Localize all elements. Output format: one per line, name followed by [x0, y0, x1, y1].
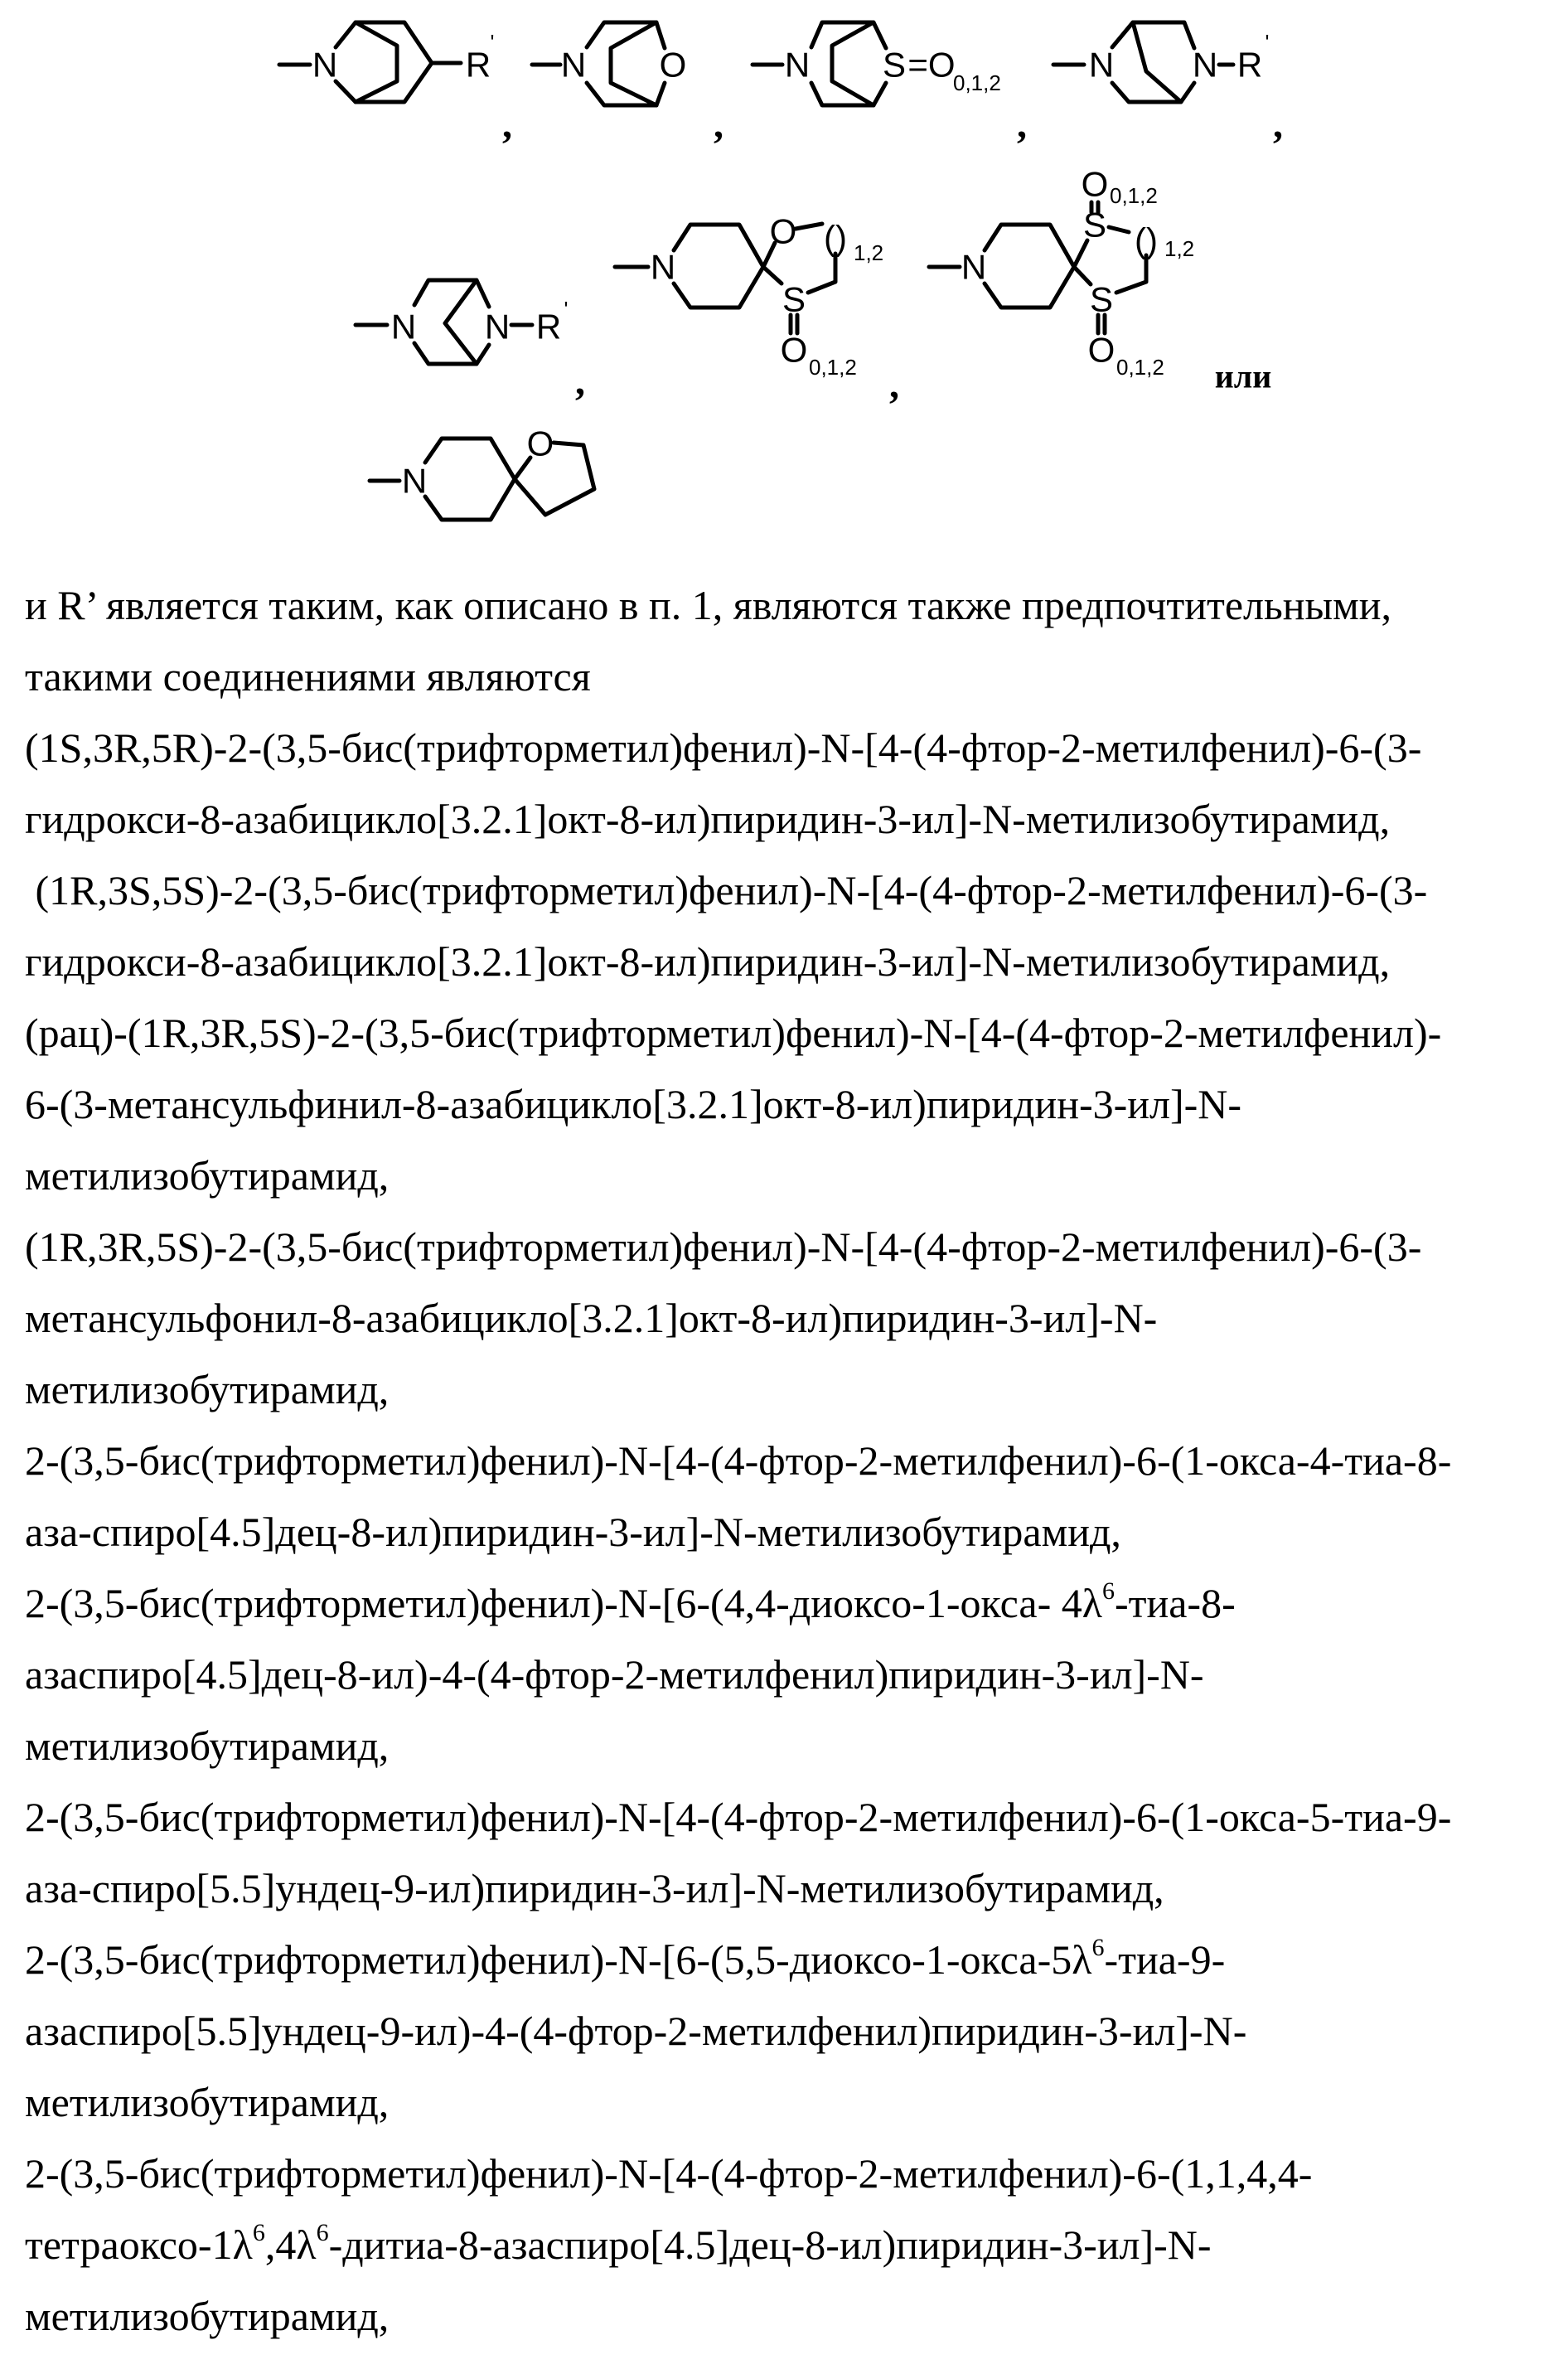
atom-n: N	[402, 462, 427, 501]
compound-name-line: метилизобутирамид,	[25, 1710, 1558, 1781]
compound-name-line	[25, 1567, 1558, 1639]
structure-dithia-azaspiro	[929, 165, 1271, 395]
compound-name-line: аза-спиро[5.5]ундец-9-ил)пиридин-3-ил]-N-метилизобутирамид,	[25, 1853, 1558, 1924]
text-segment: 2-(3,5-бис(трифторметил)фенил)-N-[6-(5,5-диоксо-1-окса-5λ	[25, 1936, 1091, 1983]
compound-name-line: гидрокси-8-азабицикло[3.2.1]окт-8-ил)пиридин-3-ил]-N-метилизобутирамид,	[25, 926, 1558, 997]
superscript: 6	[1102, 1577, 1115, 1605]
atom-n: N	[1193, 46, 1217, 85]
compound-name-line: 2-(3,5-бис(трифторметил)фенил)-N-[4-(4-фтор-2-метилфенил)-6-(1-окса-4-тиа-8-	[25, 1425, 1558, 1496]
compound-name-line: гидрокси-8-азабицикло[3.2.1]окт-8-ил)пиридин-3-ил]-N-метилизобутирамид,	[25, 783, 1558, 855]
structure-oxa-azabicyclo	[532, 22, 724, 147]
prime-mark: '	[491, 30, 495, 55]
text-segment: -дитиа-8-азаспиро[4.5]дец-8-ил)пиридин-3-ил]-N-	[329, 2221, 1212, 2268]
atom-r: R	[536, 308, 561, 346]
atom-n: N	[785, 46, 810, 85]
compound-name-line	[25, 2209, 1558, 2280]
prime-mark: '	[1266, 30, 1270, 55]
compound-name-line: 2-(3,5-бис(трифторметил)фенил)-N-[4-(4-фтор-2-метилфенил)-6-(1-окса-5-тиа-9-	[25, 1781, 1558, 1853]
separator-comma: ,	[575, 360, 585, 404]
subscript: 1,2	[854, 240, 883, 265]
document-body-text	[25, 569, 1558, 2352]
text-segment: -тиа-9-	[1104, 1936, 1225, 1983]
atom-s: S	[782, 280, 806, 319]
compound-name-line: метилизобутирамид,	[25, 2280, 1558, 2352]
atom-r: R	[466, 46, 491, 85]
text-segment: -тиа-8-	[1115, 1580, 1236, 1626]
separator-comma: ,	[714, 103, 724, 147]
compound-name-line: метилизобутирамид,	[25, 2066, 1558, 2138]
subscript: 0,1,2	[1116, 355, 1164, 380]
prime-mark: '	[564, 297, 569, 322]
separator-comma: ,	[502, 103, 512, 147]
compound-name-line: метилизобутирамид,	[25, 1140, 1558, 1211]
structure-diazabicyclo-heptane	[356, 280, 585, 404]
chemical-structures-figure	[0, 0, 1568, 547]
atom-n: N	[651, 248, 675, 287]
structure-thia-azabicyclo	[753, 22, 1027, 147]
subscript: 1,2	[1164, 236, 1194, 261]
subscript: 0,1,2	[1110, 183, 1158, 208]
compound-name-line: 6-(3-метансульфинил-8-азабицикло[3.2.1]окт-8-ил)пиридин-3-ил]-N-	[25, 1068, 1558, 1140]
atom-s: S	[883, 46, 906, 85]
separator-comma: ,	[889, 363, 899, 407]
compound-name-line: (рац)-(1R,3R,5S)-2-(3,5-бис(трифторметил)фенил)-N-[4-(4-фтор-2-метилфенил)-	[25, 997, 1558, 1068]
compound-name-line: азаспиро[5.5]ундец-9-ил)-4-(4-фтор-2-метилфенил)пиридин-3-ил]-N-	[25, 1995, 1558, 2066]
structure-oxa-azaspiro-decane	[370, 424, 594, 521]
separator-comma: ,	[1273, 103, 1283, 147]
atom-n: N	[1089, 46, 1114, 85]
compound-name-line: (1R,3R,5S)-2-(3,5-бис(трифторметил)фенил)-N-[4-(4-фтор-2-метилфенил)-6-(3-	[25, 1211, 1558, 1282]
text-segment: ,4λ	[265, 2221, 317, 2268]
atom-o: O	[781, 331, 808, 370]
sulfoxide-group: =O	[907, 46, 955, 85]
structure-diazabicyclo-octane	[1053, 22, 1283, 147]
compound-name-line: (1S,3R,5R)-2-(3,5-бис(трифторметил)фенил)-N-[4-(4-фтор-2-метилфенил)-6-(3-	[25, 712, 1558, 783]
compound-name-line: (1R,3S,5S)-2-(3,5-бис(трифторметил)фенил)-N-[4-(4-фтор-2-метилфенил)-6-(3-	[25, 855, 1558, 926]
structure-azabicyclo-r	[279, 22, 512, 147]
atom-n: N	[561, 46, 586, 85]
text-line: и R’ является таким, как описано в п. 1, являются также предпочтительными,	[25, 569, 1558, 641]
atom-o: O	[1082, 165, 1109, 204]
atom-o: O	[660, 46, 687, 85]
atom-o: O	[770, 212, 797, 251]
text-segment: тетраоксо-1λ	[25, 2221, 253, 2268]
atom-s: S	[1083, 206, 1106, 245]
compound-name-line: метилизобутирамид,	[25, 1354, 1558, 1425]
atom-o: O	[1088, 331, 1116, 370]
subscript: 0,1,2	[953, 70, 1001, 95]
subscript: 0,1,2	[809, 355, 857, 380]
atom-n: N	[485, 308, 510, 346]
compound-name-line	[25, 1924, 1558, 1995]
structure-oxa-thia-azaspiro	[615, 212, 899, 407]
superscript: 6	[1091, 1934, 1104, 1961]
superscript: 6	[253, 2219, 265, 2246]
atom-o: O	[527, 424, 554, 463]
atom-r: R	[1237, 46, 1262, 85]
compound-name-line: аза-спиро[4.5]дец-8-ил)пиридин-3-ил]-N-метилизобутирамид,	[25, 1496, 1558, 1567]
atom-n: N	[961, 248, 986, 287]
atom-n: N	[391, 308, 416, 346]
separator-comma: ,	[1017, 103, 1027, 147]
compound-name-line: азаспиро[4.5]дец-8-ил)-4-(4-фтор-2-метилфенил)пиридин-3-ил]-N-	[25, 1639, 1558, 1710]
compound-name-line: 2-(3,5-бис(трифторметил)фенил)-N-[4-(4-фтор-2-метилфенил)-6-(1,1,4,4-	[25, 2138, 1558, 2209]
superscript: 6	[317, 2219, 329, 2246]
conjunction-or: или	[1215, 358, 1272, 395]
text-line: такими соединениями являются	[25, 641, 1558, 712]
ring-size-parentheses: ()	[1135, 221, 1158, 260]
atom-s: S	[1090, 280, 1113, 319]
ring-size-parentheses: ()	[824, 219, 847, 258]
atom-n: N	[312, 46, 337, 85]
compound-name-line: метансульфонил-8-азабицикло[3.2.1]окт-8-ил)пиридин-3-ил]-N-	[25, 1282, 1558, 1354]
text-segment: 2-(3,5-бис(трифторметил)фенил)-N-[6-(4,4-диоксо-1-окса- 4λ	[25, 1580, 1102, 1626]
